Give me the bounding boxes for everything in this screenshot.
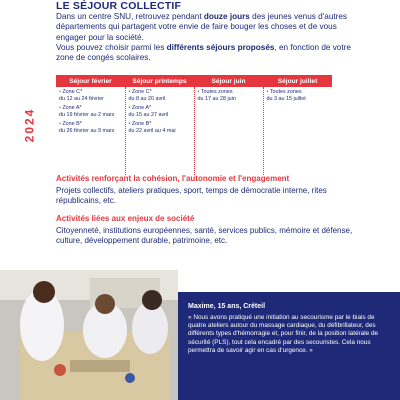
zone-label: Toutes zones [200,89,233,95]
zone-entry [129,105,192,118]
intro-paragraph-1 [56,12,356,43]
year-text: 2024 [22,107,37,143]
photo-person-right-head [142,290,162,310]
zone-dates: du 17 au 28 juin [197,95,236,102]
header-fevrier: Séjour février [56,75,125,87]
bullet-icon: • [128,89,131,95]
photo-person-right-body [132,302,168,354]
zone-label: Zone C* [62,89,83,95]
intro-text-1a: Dans un centre SNU, retrouvez pendant [56,12,204,21]
testimonial-author: Maxime, 15 ans, Créteil [188,303,266,310]
zone-dates: du 3 au 15 juillet [266,95,306,102]
zone-entry [267,89,331,102]
cell-juin [194,87,263,175]
zone-label: Zone A* [131,105,152,112]
testimonial-box [178,292,400,400]
zone-label: Zone B* [62,121,82,128]
header-printemps: Séjour printemps [125,75,194,87]
intro-text-1c: des jeunes venus d'autres départements qui partagent votre envie de faire bouger les choses et de vous engager pour la société. [56,12,348,42]
intro-highlight-duration: douze jours [203,12,250,21]
photo-person-left-head [33,281,55,303]
table-header-row [56,75,332,87]
zone-dates: du 8 au 20 avril [128,95,166,102]
bullet-icon: • [59,105,61,112]
photo-board [70,360,130,372]
zone-entry [59,105,123,118]
zone-label: Zone C* [131,89,152,95]
bullet-icon: • [197,89,200,95]
youth-first-aid-photo [0,270,178,400]
zone-dates: du 15 au 27 avril [128,111,169,118]
intro-text [56,12,356,63]
bullet-icon: • [128,121,131,128]
zone-label: Zone B* [131,121,152,128]
activities-society-title: Activités liées aux enjeux de société [56,214,195,223]
header-juillet: Séjour juillet [263,75,332,87]
testimonial-text: « Nous avons pratiqué une initiation au secourisme par le biais de quatre ateliers autour du massage cardiaque, du défibrillateur, des différents types d'hémorragie et, pour finir, de la position latérale de sécurité (PLS), tout cela encadré par des secouristes. Cela nous permettra de savoir agir en cas d'urgence. » [188,314,379,354]
cell-printemps [125,87,194,175]
zone-entry [198,89,261,102]
table-body-row [56,87,332,175]
zone-entry [129,121,192,134]
photo-kit [54,364,66,376]
zone-label: Toutes zones [269,89,302,95]
cell-fevrier [56,87,125,175]
year-label [22,100,50,150]
zone-entry [129,89,192,102]
zone-dates: du 22 avril au 4 mai [128,127,176,134]
intro-text-2c: , en fonction de votre zone de congés scolaires. [56,42,351,63]
section-heading: LE SÉJOUR COLLECTIF [56,0,182,12]
zone-label: Zone A* [62,105,82,112]
zone-dates: du 19 février au 2 mars [59,111,115,118]
bullet-icon: • [266,89,269,95]
activities-cohesion-title: Activités renforçant la cohésion, l'autonomie et l'engagement [56,174,290,183]
intro-paragraph-2 [56,43,356,64]
activities-society-text: Citoyenneté, institutions européennes, santé, services publics, mémoire et défense, culture, développement durable, patrimoine, etc. [56,226,353,245]
intro-text-2a: Vous pouvez choisir parmi les [56,42,167,52]
cell-juillet [263,87,332,175]
bullet-icon: • [128,105,131,112]
photo-object [125,373,135,383]
intro-highlight-sejours: différents séjours proposés [166,42,275,52]
zone-dates: du 12 au 24 février [59,95,104,102]
zone-entry [59,89,123,102]
header-juin: Séjour juin [194,75,263,87]
zone-dates: du 26 février au 9 mars [59,127,115,134]
activities-cohesion-text: Projets collectifs, ateliers pratiques, sport, temps de démocratie interne, rites républicains, etc. [56,186,327,205]
photo-person-center-head [95,294,115,314]
bullet-icon: • [59,89,61,95]
bullet-icon: • [59,121,61,128]
photo-illustration [0,270,178,400]
zone-entry [59,121,123,134]
sejour-table [56,75,332,175]
